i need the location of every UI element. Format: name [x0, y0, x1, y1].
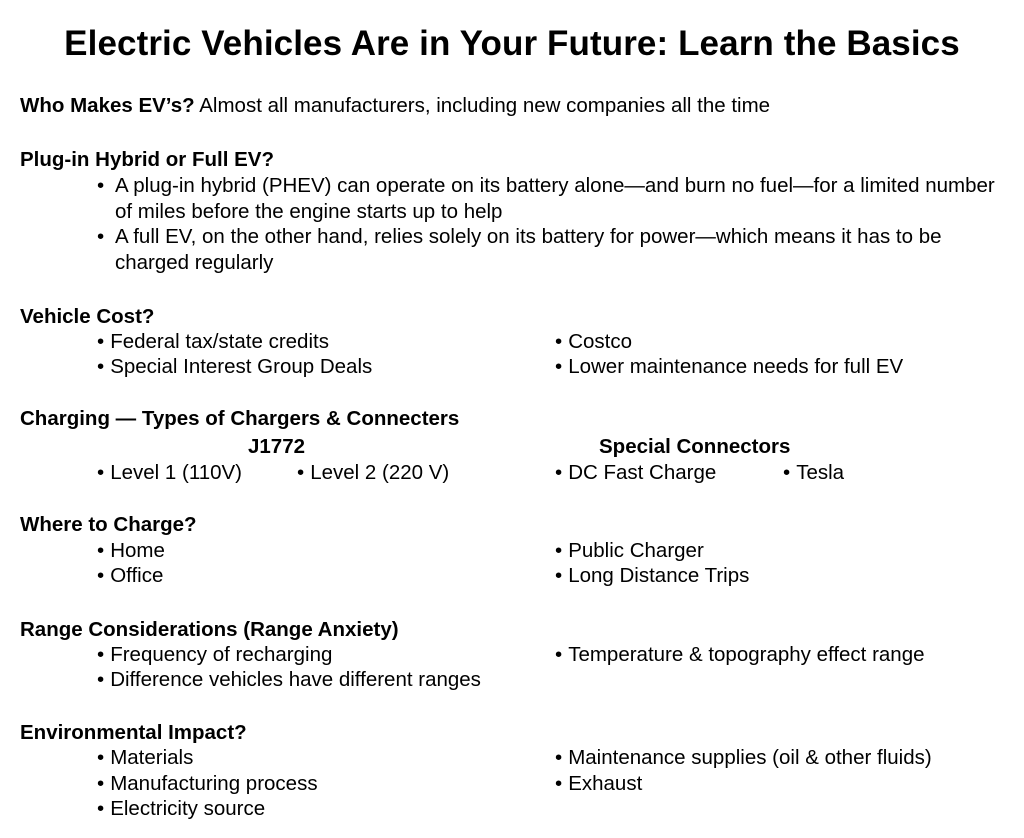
where-right-2: • Long Distance Trips: [555, 563, 749, 589]
charging-special-subheading: Special Connectors: [599, 435, 791, 458]
range-left-2: • Difference vehicles have different ranges: [97, 667, 481, 693]
cost-left-2: • Special Interest Group Deals: [97, 354, 372, 380]
cost-right-1: • Costco: [555, 329, 632, 355]
bullet-icon: •: [97, 174, 105, 197]
hybrid-bullet-1-text: A plug-in hybrid (PHEV) can operate on its battery alone—and burn no fuel—for a limited number of miles before the engine starts up to help: [115, 174, 995, 223]
page-title: Electric Vehicles Are in Your Future: Learn the Basics: [64, 24, 960, 63]
env-right-1: • Maintenance supplies (oil & other fluids): [555, 745, 932, 771]
charging-heading: Charging — Types of Chargers & Connecters: [20, 407, 460, 430]
where-right-1: • Public Charger: [555, 538, 704, 564]
range-left-1: • Frequency of recharging: [97, 642, 332, 668]
env-left-3: • Electricity source: [97, 796, 265, 822]
hybrid-bullet-2-text: A full EV, on the other hand, relies solely on its battery for power—which means it has to be charged regularly: [115, 225, 942, 274]
where-left-2: • Office: [97, 563, 163, 589]
env-left-1: • Materials: [97, 745, 193, 771]
cost-left-1: • Federal tax/state credits: [97, 329, 329, 355]
who-makes-text: Almost all manufacturers, including new companies all the time: [194, 94, 771, 117]
charging-dc-fast: • DC Fast Charge: [555, 460, 716, 486]
cost-right-2: • Lower maintenance needs for full EV: [555, 354, 903, 380]
range-right-1: • Temperature & topography effect range: [555, 642, 925, 668]
cost-heading: Vehicle Cost?: [20, 305, 155, 328]
hybrid-heading: Plug-in Hybrid or Full EV?: [20, 148, 274, 171]
hybrid-bullet-2: [97, 224, 1015, 276]
env-heading: Environmental Impact?: [20, 721, 247, 744]
charging-tesla: • Tesla: [783, 460, 844, 486]
charging-level-2: • Level 2 (220 V): [297, 460, 449, 486]
where-left-1: • Home: [97, 538, 165, 564]
bullet-icon: •: [97, 225, 105, 248]
env-right-2: • Exhaust: [555, 771, 642, 797]
hybrid-bullet-1: [97, 173, 995, 225]
env-left-2: • Manufacturing process: [97, 771, 318, 797]
charging-j1772-subheading: J1772: [248, 435, 306, 458]
who-makes-heading: Who Makes EV’s?: [20, 94, 195, 117]
who-makes-line: [20, 93, 770, 119]
charging-level-1: • Level 1 (110V): [97, 460, 242, 486]
where-heading: Where to Charge?: [20, 513, 197, 536]
range-heading: Range Considerations (Range Anxiety): [20, 618, 399, 641]
